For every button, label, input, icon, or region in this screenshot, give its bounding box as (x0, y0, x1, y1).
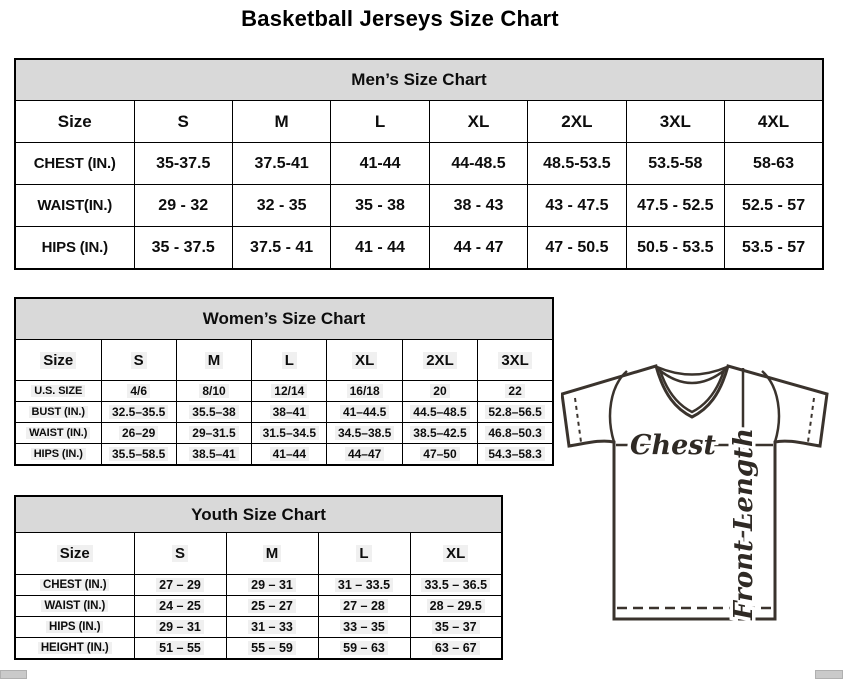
jersey-measurement-diagram (561, 358, 835, 673)
size-value-cell: 32.5–35.5 (101, 402, 176, 423)
size-value-cell: 54.3–58.3 (478, 444, 553, 466)
size-value-cell: 44–47 (327, 444, 402, 466)
size-value-cell: 27 – 28 (318, 596, 410, 617)
womens-size-chart-table (14, 297, 554, 466)
size-value-cell: 29 – 31 (226, 575, 318, 596)
size-value-cell: 48.5-53.5 (528, 143, 626, 185)
size-value-cell: 53.5-58 (626, 143, 724, 185)
size-value-cell: 24 – 25 (134, 596, 226, 617)
row-label: BUST (IN.) (15, 402, 101, 423)
size-header-row (15, 101, 823, 143)
size-value-cell: 38–41 (252, 402, 327, 423)
size-header-row (15, 340, 553, 381)
table-row (15, 423, 553, 444)
size-value-cell: 44-48.5 (429, 143, 527, 185)
size-value-cell: 35-37.5 (134, 143, 232, 185)
size-value-cell: 35.5–58.5 (101, 444, 176, 466)
column-header: 3XL (478, 340, 553, 381)
column-header: XL (327, 340, 402, 381)
column-header: 2XL (528, 101, 626, 143)
size-value-cell: 37.5-41 (232, 143, 330, 185)
jersey-outline-icon (562, 366, 827, 619)
table-row (15, 227, 823, 270)
right-cuff-dashed-line (808, 398, 814, 442)
table-row (15, 143, 823, 185)
size-value-cell: 47.5 - 52.5 (626, 185, 724, 227)
column-header: 2XL (402, 340, 477, 381)
table-row (15, 402, 553, 423)
table-row (15, 444, 553, 466)
size-value-cell: 27 – 29 (134, 575, 226, 596)
size-value-cell: 52.5 - 57 (725, 185, 823, 227)
size-value-cell: 35 - 37.5 (134, 227, 232, 270)
size-value-cell: 29–31.5 (176, 423, 251, 444)
size-value-cell: 58-63 (725, 143, 823, 185)
column-header: Size (15, 533, 134, 575)
size-value-cell: 37.5 - 41 (232, 227, 330, 270)
size-value-cell: 33 – 35 (318, 617, 410, 638)
size-value-cell: 26–29 (101, 423, 176, 444)
column-header: XL (410, 533, 502, 575)
column-header: 3XL (626, 101, 724, 143)
row-label: HIPS (IN.) (15, 617, 134, 638)
size-value-cell: 31 – 33.5 (318, 575, 410, 596)
table-row (15, 617, 502, 638)
size-value-cell: 38.5–41 (176, 444, 251, 466)
row-label: WAIST (IN.) (15, 423, 101, 444)
size-value-cell: 44 - 47 (429, 227, 527, 270)
size-header-row (15, 533, 502, 575)
table-row (15, 381, 553, 402)
table-row (15, 596, 502, 617)
table-row (15, 185, 823, 227)
size-value-cell: 28 – 29.5 (410, 596, 502, 617)
size-value-cell: 35.5–38 (176, 402, 251, 423)
size-value-cell: 53.5 - 57 (725, 227, 823, 270)
column-header: L (318, 533, 410, 575)
size-value-cell: 33.5 – 36.5 (410, 575, 502, 596)
column-header: M (176, 340, 251, 381)
mens-size-chart-table (14, 58, 824, 270)
row-label: WAIST (IN.) (15, 596, 134, 617)
size-value-cell: 46.8–50.3 (478, 423, 553, 444)
chest-label: Chest (630, 430, 716, 461)
page-title: Basketball Jerseys Size Chart (241, 6, 559, 31)
size-value-cell: 50.5 - 53.5 (626, 227, 724, 270)
size-value-cell: 20 (402, 381, 477, 402)
row-label: U.S. SIZE (15, 381, 101, 402)
youth-size-chart-table (14, 495, 503, 660)
column-header: S (134, 101, 232, 143)
column-header: 4XL (725, 101, 823, 143)
table-title-row (15, 496, 502, 533)
column-header: XL (429, 101, 527, 143)
size-value-cell: 38.5–42.5 (402, 423, 477, 444)
size-value-cell: 52.8–56.5 (478, 402, 553, 423)
table-row (15, 575, 502, 596)
collar-rib-arc-1 (657, 367, 727, 375)
size-value-cell: 35 - 38 (331, 185, 429, 227)
size-value-cell: 47 - 50.5 (528, 227, 626, 270)
row-label: HEIGHT (IN.) (15, 638, 134, 660)
size-value-cell: 43 - 47.5 (528, 185, 626, 227)
row-label: CHEST (IN.) (15, 143, 134, 185)
size-value-cell: 34.5–38.5 (327, 423, 402, 444)
front-length-label: Front Length (729, 428, 759, 620)
size-value-cell: 8/10 (176, 381, 251, 402)
row-label: CHEST (IN.) (15, 575, 134, 596)
size-value-cell: 41–44.5 (327, 402, 402, 423)
size-value-cell: 22 (478, 381, 553, 402)
row-label: HIPS (IN.) (15, 227, 134, 270)
row-label: WAIST(IN.) (15, 185, 134, 227)
size-value-cell: 31 – 33 (226, 617, 318, 638)
table-title-row (15, 298, 553, 340)
column-header: M (226, 533, 318, 575)
size-value-cell: 32 - 35 (232, 185, 330, 227)
column-header: L (331, 101, 429, 143)
left-sleeve-seam (610, 371, 627, 442)
table-title-row (15, 59, 823, 101)
row-label: HIPS (IN.) (15, 444, 101, 466)
size-value-cell: 41–44 (252, 444, 327, 466)
size-value-cell: 41 - 44 (331, 227, 429, 270)
table-row (15, 638, 502, 660)
column-header: M (232, 101, 330, 143)
column-header: Size (15, 340, 101, 381)
size-value-cell: 41-44 (331, 143, 429, 185)
size-value-cell: 44.5–48.5 (402, 402, 477, 423)
size-value-cell: 47–50 (402, 444, 477, 466)
size-value-cell: 38 - 43 (429, 185, 527, 227)
size-value-cell: 25 – 27 (226, 596, 318, 617)
size-value-cell: 29 - 32 (134, 185, 232, 227)
table-title: Men’s Size Chart (15, 59, 823, 101)
column-header: S (134, 533, 226, 575)
h-scrollbar-fragment-right[interactable] (815, 670, 843, 679)
size-value-cell: 16/18 (327, 381, 402, 402)
size-value-cell: 63 – 67 (410, 638, 502, 660)
size-value-cell: 4/6 (101, 381, 176, 402)
size-value-cell: 55 – 59 (226, 638, 318, 660)
jersey-diagram-svg (561, 358, 835, 673)
size-value-cell: 29 – 31 (134, 617, 226, 638)
table-title: Women’s Size Chart (15, 298, 553, 340)
column-header: S (101, 340, 176, 381)
column-header: Size (15, 101, 134, 143)
size-value-cell: 31.5–34.5 (252, 423, 327, 444)
left-cuff-dashed-line (575, 398, 581, 442)
size-value-cell: 12/14 (252, 381, 327, 402)
size-value-cell: 35 – 37 (410, 617, 502, 638)
table-title: Youth Size Chart (15, 496, 502, 533)
right-sleeve-seam (762, 371, 779, 442)
column-header: L (252, 340, 327, 381)
size-value-cell: 59 – 63 (318, 638, 410, 660)
size-value-cell: 51 – 55 (134, 638, 226, 660)
h-scrollbar-fragment-left[interactable] (0, 670, 27, 679)
